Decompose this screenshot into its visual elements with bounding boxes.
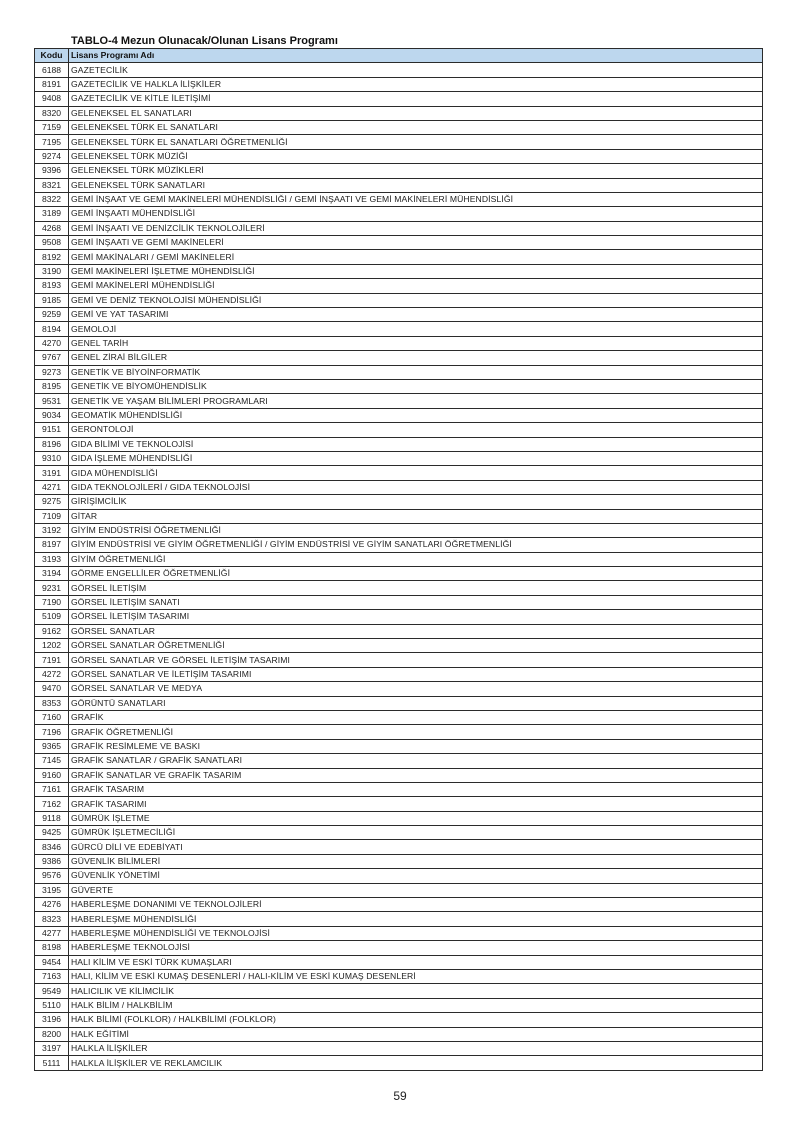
program-name: GELENEKSEL TÜRK SANATLARI [69,178,763,192]
table-row [35,264,763,278]
program-name: HABERLEŞME DONANIMI VE TEKNOLOJİLERİ [69,898,763,912]
table-row [35,998,763,1012]
program-code: 7196 [35,725,69,739]
program-code: 3192 [35,523,69,537]
program-code: 8321 [35,178,69,192]
table-row [35,236,763,250]
program-name: GÖRME ENGELLİLER ÖĞRETMENLİĞİ [69,567,763,581]
program-name: GIDA BİLİMİ VE TEKNOLOJİSİ [69,437,763,451]
table-row [35,480,763,494]
table-row [35,135,763,149]
program-code: 3193 [35,552,69,566]
program-name: GİRİŞİMCİLİK [69,495,763,509]
program-name: HALK BİLİM / HALKBİLİM [69,998,763,1012]
program-code: 9273 [35,365,69,379]
table-row [35,120,763,134]
program-name: GRAFİK SANATLAR / GRAFİK SANATLARI [69,754,763,768]
program-name: GELENEKSEL EL SANATLARI [69,106,763,120]
program-name: GEMİ MAKİNELERİ İŞLETME MÜHENDİSLİĞİ [69,264,763,278]
program-code: 8353 [35,696,69,710]
program-code: 9034 [35,408,69,422]
table-row [35,854,763,868]
program-code: 9408 [35,92,69,106]
program-name: HALKLA İLİŞKİLER [69,1041,763,1055]
table-row [35,883,763,897]
program-name: GÜMRÜK İŞLETMECİLİĞİ [69,826,763,840]
program-code: 7161 [35,782,69,796]
program-name: GAZETECİLİK VE HALKLA İLİŞKİLER [69,77,763,91]
table-row [35,639,763,653]
program-code: 4270 [35,336,69,350]
program-code: 7109 [35,509,69,523]
program-name: GENEL ZİRAİ BİLGİLER [69,351,763,365]
program-name: GEMİ İNŞAATI VE DENİZCİLİK TEKNOLOJİLERİ [69,221,763,235]
program-code: 7162 [35,797,69,811]
program-code: 9508 [35,236,69,250]
table-row [35,92,763,106]
table-row [35,552,763,566]
program-name: GÖRÜNTÜ SANATLARI [69,696,763,710]
table-row [35,322,763,336]
table-row [35,739,763,753]
program-name: HALK EĞİTİMİ [69,1027,763,1041]
program-code: 9162 [35,624,69,638]
program-code: 8322 [35,192,69,206]
program-code: 8320 [35,106,69,120]
table-row [35,437,763,451]
program-name: GÜVENLİK BİLİMLERİ [69,854,763,868]
table-row [35,221,763,235]
table-row [35,912,763,926]
program-code: 9365 [35,739,69,753]
table-row [35,826,763,840]
program-name: GEMİ MAKİNALARI / GEMİ MAKİNELERİ [69,250,763,264]
table-row [35,941,763,955]
program-name: GERONTOLOJİ [69,423,763,437]
table-row [35,754,763,768]
program-name: HALICILIK VE KİLİMCİLİK [69,984,763,998]
program-name: GRAFİK RESİMLEME VE BASKI [69,739,763,753]
table-row [35,768,763,782]
table-row [35,293,763,307]
program-name: GELENEKSEL TÜRK EL SANATLARI ÖĞRETMENLİĞİ [69,135,763,149]
program-name: GEMİ VE DENİZ TEKNOLOJİSİ MÜHENDİSLİĞİ [69,293,763,307]
program-code: 9396 [35,164,69,178]
table-row [35,423,763,437]
program-code: 3194 [35,567,69,581]
table-row [35,523,763,537]
page-number: 59 [393,1089,407,1103]
program-name: GEOMATİK MÜHENDİSLİĞİ [69,408,763,422]
program-code: 8195 [35,379,69,393]
program-code: 4277 [35,926,69,940]
table-row [35,495,763,509]
program-name: GAZETECİLİK [69,63,763,77]
program-code: 7159 [35,120,69,134]
table-row [35,1056,763,1070]
program-code: 7145 [35,754,69,768]
table-row [35,178,763,192]
program-code: 4276 [35,898,69,912]
program-code: 3197 [35,1041,69,1055]
table-row [35,926,763,940]
program-code: 9531 [35,394,69,408]
program-code: 7163 [35,970,69,984]
program-name: GENEL TARİH [69,336,763,350]
table-row [35,308,763,322]
table-row [35,797,763,811]
program-code: 8191 [35,77,69,91]
program-name: HALI, KİLİM VE ESKİ KUMAŞ DESENLERİ / HALI-KİLİM VE ESKİ KUMAŞ DESENLERİ [69,970,763,984]
table-row [35,106,763,120]
program-code: 3189 [35,207,69,221]
table-row [35,782,763,796]
program-code: 3191 [35,466,69,480]
table-row [35,725,763,739]
table-row [35,667,763,681]
program-code: 7195 [35,135,69,149]
program-name: GÜMRÜK İŞLETME [69,811,763,825]
program-code: 8192 [35,250,69,264]
program-name: GELENEKSEL TÜRK MÜZİKLERİ [69,164,763,178]
program-name: GÖRSEL SANATLAR VE GÖRSEL İLETİŞİM TASARIMI [69,653,763,667]
table-row [35,250,763,264]
program-name: GÖRSEL İLETİŞİM SANATI [69,595,763,609]
program-name: GEMOLOJİ [69,322,763,336]
table-row [35,466,763,480]
program-name: GIDA MÜHENDİSLİĞİ [69,466,763,480]
table-row [35,279,763,293]
table-row [35,595,763,609]
column-header-name: Lisans Programı Adı [69,49,763,63]
table-row [35,898,763,912]
program-code: 4271 [35,480,69,494]
program-name: GÖRSEL SANATLAR VE MEDYA [69,682,763,696]
table-row [35,164,763,178]
program-code: 7160 [35,710,69,724]
program-name: GAZETECİLİK VE KİTLE İLETİŞİMİ [69,92,763,106]
table-row [35,336,763,350]
program-code: 5110 [35,998,69,1012]
program-code: 9454 [35,955,69,969]
program-name: GÖRSEL SANATLAR ÖĞRETMENLİĞİ [69,639,763,653]
table-row [35,624,763,638]
table-row [35,538,763,552]
program-code: 8200 [35,1027,69,1041]
table-row [35,955,763,969]
table-row [35,351,763,365]
table-row [35,77,763,91]
table-row [35,149,763,163]
program-name: GEMİ VE YAT TASARIMI [69,308,763,322]
table-row [35,811,763,825]
program-code: 9151 [35,423,69,437]
program-name: GÖRSEL SANATLAR VE İLETİŞİM TASARIMI [69,667,763,681]
program-name: GEMİ İNŞAATI VE GEMİ MAKİNELERİ [69,236,763,250]
table-row [35,581,763,595]
program-name: HABERLEŞME MÜHENDİSLİĞİ [69,912,763,926]
table-row [35,984,763,998]
program-name: GÜVERTE [69,883,763,897]
program-name: HALKLA İLİŞKİLER VE REKLAMCILIK [69,1056,763,1070]
table-row [35,394,763,408]
program-code: 3196 [35,1013,69,1027]
program-name: HALK BİLİMİ (FOLKLOR) / HALKBİLİMİ (FOLKLOR) [69,1013,763,1027]
program-code: 4268 [35,221,69,235]
table-row [35,1027,763,1041]
program-name: GIDA İŞLEME MÜHENDİSLİĞİ [69,451,763,465]
program-code: 9425 [35,826,69,840]
program-code: 8196 [35,437,69,451]
table-row [35,207,763,221]
program-code: 9549 [35,984,69,998]
program-name: GEMİ İNŞAAT VE GEMİ MAKİNELERİ MÜHENDİSLİĞİ / GEMİ İNŞAATI VE GEMİ MAKİNELERİ MÜHENDİSLİĞİ [69,192,763,206]
program-name: HABERLEŞME TEKNOLOJİSİ [69,941,763,955]
table-row [35,1013,763,1027]
program-name: GENETİK VE BİYOİNFORMATİK [69,365,763,379]
table-row [35,509,763,523]
table-row [35,869,763,883]
program-name: HABERLEŞME MÜHENDİSLİĞİ VE TEKNOLOJİSİ [69,926,763,940]
table-row [35,192,763,206]
program-name: GİYİM ENDÜSTRİSİ ÖĞRETMENLİĞİ [69,523,763,537]
program-code: 9470 [35,682,69,696]
program-name: GİYİM ENDÜSTRİSİ VE GİYİM ÖĞRETMENLİĞİ / GİYİM ENDÜSTRİSİ VE GİYİM SANATLARI ÖĞRETMENLİĞİ [69,538,763,552]
program-name: GRAFİK TASARIM [69,782,763,796]
table-row [35,451,763,465]
table-body [35,63,763,1070]
program-code: 9231 [35,581,69,595]
program-code: 9767 [35,351,69,365]
program-name: GÜRCÜ DİLİ VE EDEBİYATI [69,840,763,854]
table-row [35,1041,763,1055]
table-row [35,840,763,854]
table-row [35,567,763,581]
program-name: GIDA TEKNOLOJİLERİ / GIDA TEKNOLOJİSİ [69,480,763,494]
program-code: 9275 [35,495,69,509]
program-name: GRAFİK ÖĞRETMENLİĞİ [69,725,763,739]
table-header-row [35,49,763,63]
table-row [35,696,763,710]
table-row [35,379,763,393]
column-header-code: Kodu [35,49,69,63]
program-table [34,48,763,1071]
program-name: GÖRSEL SANATLAR [69,624,763,638]
program-code: 9576 [35,869,69,883]
table-row [35,63,763,77]
program-code: 7191 [35,653,69,667]
program-code: 9310 [35,451,69,465]
table-row [35,970,763,984]
program-code: 9160 [35,768,69,782]
program-code: 8193 [35,279,69,293]
program-code: 9259 [35,308,69,322]
program-code: 6188 [35,63,69,77]
program-code: 3190 [35,264,69,278]
program-name: GÜVENLİK YÖNETİMİ [69,869,763,883]
program-code: 9274 [35,149,69,163]
program-name: GÖRSEL İLETİŞİM [69,581,763,595]
program-name: HALI KİLİM VE ESKİ TÜRK KUMAŞLARI [69,955,763,969]
program-code: 1202 [35,639,69,653]
program-code: 8323 [35,912,69,926]
program-name: GENETİK VE YAŞAM BİLİMLERİ PROGRAMLARI [69,394,763,408]
program-code: 8346 [35,840,69,854]
program-code: 7190 [35,595,69,609]
program-code: 9118 [35,811,69,825]
program-code: 8194 [35,322,69,336]
program-name: GİTAR [69,509,763,523]
program-name: GRAFİK [69,710,763,724]
table-row [35,710,763,724]
program-name: GÖRSEL İLETİŞİM TASARIMI [69,610,763,624]
table-row [35,610,763,624]
program-name: GELENEKSEL TÜRK MÜZİĞİ [69,149,763,163]
program-code: 5111 [35,1056,69,1070]
program-name: GİYİM ÖĞRETMENLİĞİ [69,552,763,566]
program-name: GENETİK VE BİYOMÜHENDİSLİK [69,379,763,393]
program-name: GEMİ MAKİNELERİ MÜHENDİSLİĞİ [69,279,763,293]
program-name: GEMİ İNŞAATI MÜHENDİSLİĞİ [69,207,763,221]
program-code: 8197 [35,538,69,552]
table-row [35,682,763,696]
program-code: 3195 [35,883,69,897]
program-code: 4272 [35,667,69,681]
table-row [35,408,763,422]
program-code: 5109 [35,610,69,624]
program-name: GRAFİK TASARIMI [69,797,763,811]
program-code: 9185 [35,293,69,307]
table-row [35,365,763,379]
program-name: GELENEKSEL TÜRK EL SANATLARI [69,120,763,134]
program-code: 9386 [35,854,69,868]
table-title: TABLO-4 Mezun Olunacak/Olunan Lisans Programı [71,35,338,47]
table-row [35,653,763,667]
program-name: GRAFİK SANATLAR VE GRAFİK TASARIM [69,768,763,782]
program-code: 8198 [35,941,69,955]
